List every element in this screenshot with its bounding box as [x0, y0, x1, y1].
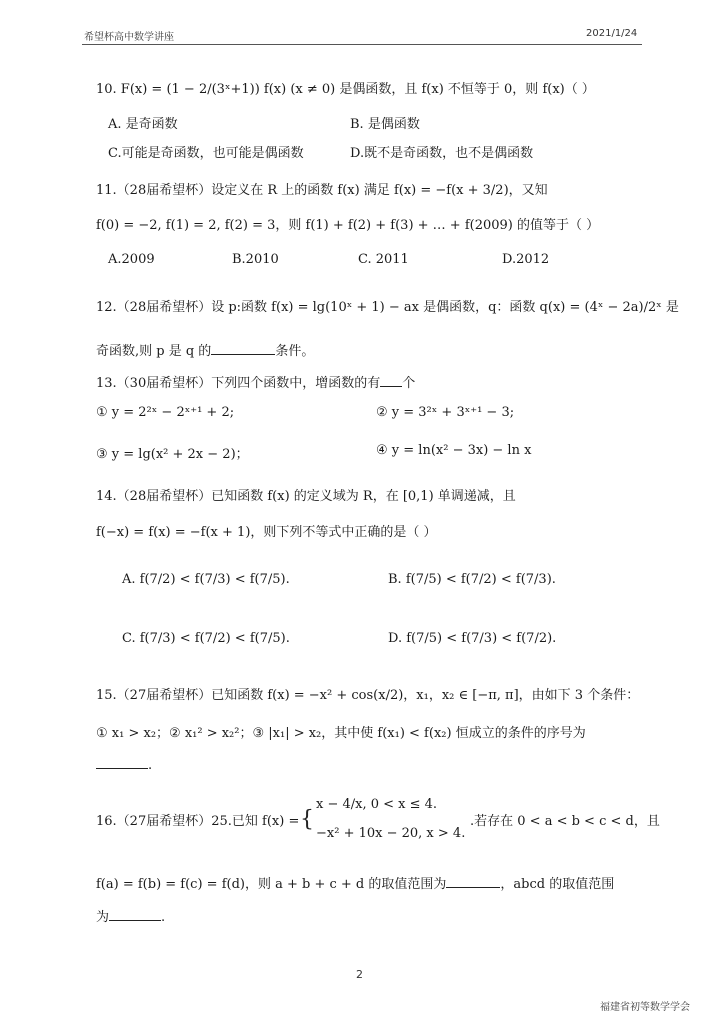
q16-line2-text: f(a) = f(b) = f(c) = f(d)，则 a + b + c + d 的取值范围为 — [96, 877, 447, 892]
q13-answer-blank[interactable] — [380, 374, 402, 387]
page-number: 2 — [356, 968, 363, 981]
q10-option-a: A. 是奇函数 — [108, 117, 178, 132]
q16-line3: 为 . — [96, 910, 166, 925]
q12-line2-text: 奇函数,则 p 是 q 的 — [96, 344, 212, 359]
header-date: 2021/1/24 — [586, 28, 638, 39]
q16-tail: .若存在 0 < a < b < c < d，且 — [470, 814, 660, 829]
q14-option-b: B. f(7/5) < f(7/2) < f(7/3). — [388, 572, 556, 587]
q15-answer-blank[interactable] — [96, 756, 148, 769]
q16-case2: −x² + 10x − 20, x > 4. — [316, 826, 466, 841]
q12-line2-tail: 条件。 — [275, 344, 315, 359]
q16-lead: 16.（27届希望杯）25.已知 f(x) = — [96, 814, 300, 829]
q13-stem-tail: 个 — [402, 376, 416, 391]
q13-stem-text: 13.（30届希望杯）下列四个函数中，增函数的有 — [96, 376, 381, 391]
q11-line2: f(0) = −2, f(1) = 2, f(2) = 3，则 f(1) + f(2) + f(3) + … + f(2009) 的值等于（ ） — [96, 218, 600, 233]
q12-line2 — [96, 340, 314, 359]
q11-option-d: D.2012 — [502, 252, 550, 267]
q13-option-2: ② y = 3²ˣ + 3ˣ⁺¹ − 3; — [376, 405, 515, 420]
q16-line2 — [96, 873, 614, 892]
q16-case1: x − 4/x, 0 < x ≤ 4. — [316, 797, 438, 812]
q10-option-b: B. 是偶函数 — [350, 117, 420, 132]
q10-stem: 10. F(x) = (1 − 2/(3ˣ+1)) f(x) (x ≠ 0) 是偶函数，且 f(x) 不恒等于 0，则 f(x)（ ） — [96, 82, 595, 97]
q13-option-1: ① y = 2²ˣ − 2ˣ⁺¹ + 2; — [96, 405, 235, 420]
q10-option-d: D.既不是奇函数，也不是偶函数 — [350, 146, 534, 161]
q12-answer-blank[interactable] — [211, 342, 275, 355]
q16-line3-text: 为 — [96, 910, 110, 925]
q14-line1: 14.（28届希望杯）已知函数 f(x) 的定义域为 R，在 [0,1) 单调递减，且 — [96, 489, 516, 504]
q16-brace: { — [300, 807, 314, 832]
header-title: 希望杯高中数学讲座 — [84, 32, 174, 43]
q13-option-3: ③ y = lg(x² + 2x − 2)； — [96, 447, 249, 462]
footer-organization: 福建省初等数学学会 — [600, 1002, 690, 1013]
q13-stem — [96, 372, 415, 391]
q11-option-c: C. 2011 — [358, 252, 409, 267]
q14-line2: f(−x) = f(x) = −f(x + 1)，则下列不等式中正确的是（ ） — [96, 525, 437, 540]
q14-option-d: D. f(7/5) < f(7/3) < f(7/2). — [388, 631, 557, 646]
q16-sum-blank[interactable] — [446, 875, 500, 888]
q14-option-c: C. f(7/3) < f(7/2) < f(7/5). — [122, 631, 290, 646]
q15-line1: 15.（27届希望杯）已知函数 f(x) = −x² + cos(x/2)，x₁，x₂ ∈ [−π, π]，由如下 3 个条件： — [96, 688, 640, 703]
q11-option-a: A.2009 — [108, 252, 155, 267]
q11-option-b: B.2010 — [232, 252, 279, 267]
q14-option-a: A. f(7/2) < f(7/3) < f(7/5). — [122, 572, 290, 587]
q12-line1: 12.（28届希望杯）设 p:函数 f(x) = lg(10ˣ + 1) − ax 是偶函数，q：函数 q(x) = (4ˣ − 2a)/2ˣ 是 — [96, 300, 679, 315]
q13-option-4: ④ y = ln(x² − 3x) − ln x — [376, 443, 532, 458]
header-rule — [82, 44, 642, 45]
q10-option-c: C.可能是奇函数，也可能是偶函数 — [108, 146, 304, 161]
q15-answer: . — [96, 756, 152, 773]
q16-line2-tail: ，abcd 的取值范围 — [500, 877, 615, 892]
q16-product-blank[interactable] — [109, 908, 161, 921]
q11-line1: 11.（28届希望杯）设定义在 R 上的函数 f(x) 满足 f(x) = −f(x + 3/2)，又知 — [96, 183, 548, 198]
q15-line2: ① x₁ > x₂；② x₁² > x₂²；③ |x₁| > x₂，其中使 f(x₁) < f(x₂) 恒成立的条件的序号为 — [96, 726, 586, 741]
